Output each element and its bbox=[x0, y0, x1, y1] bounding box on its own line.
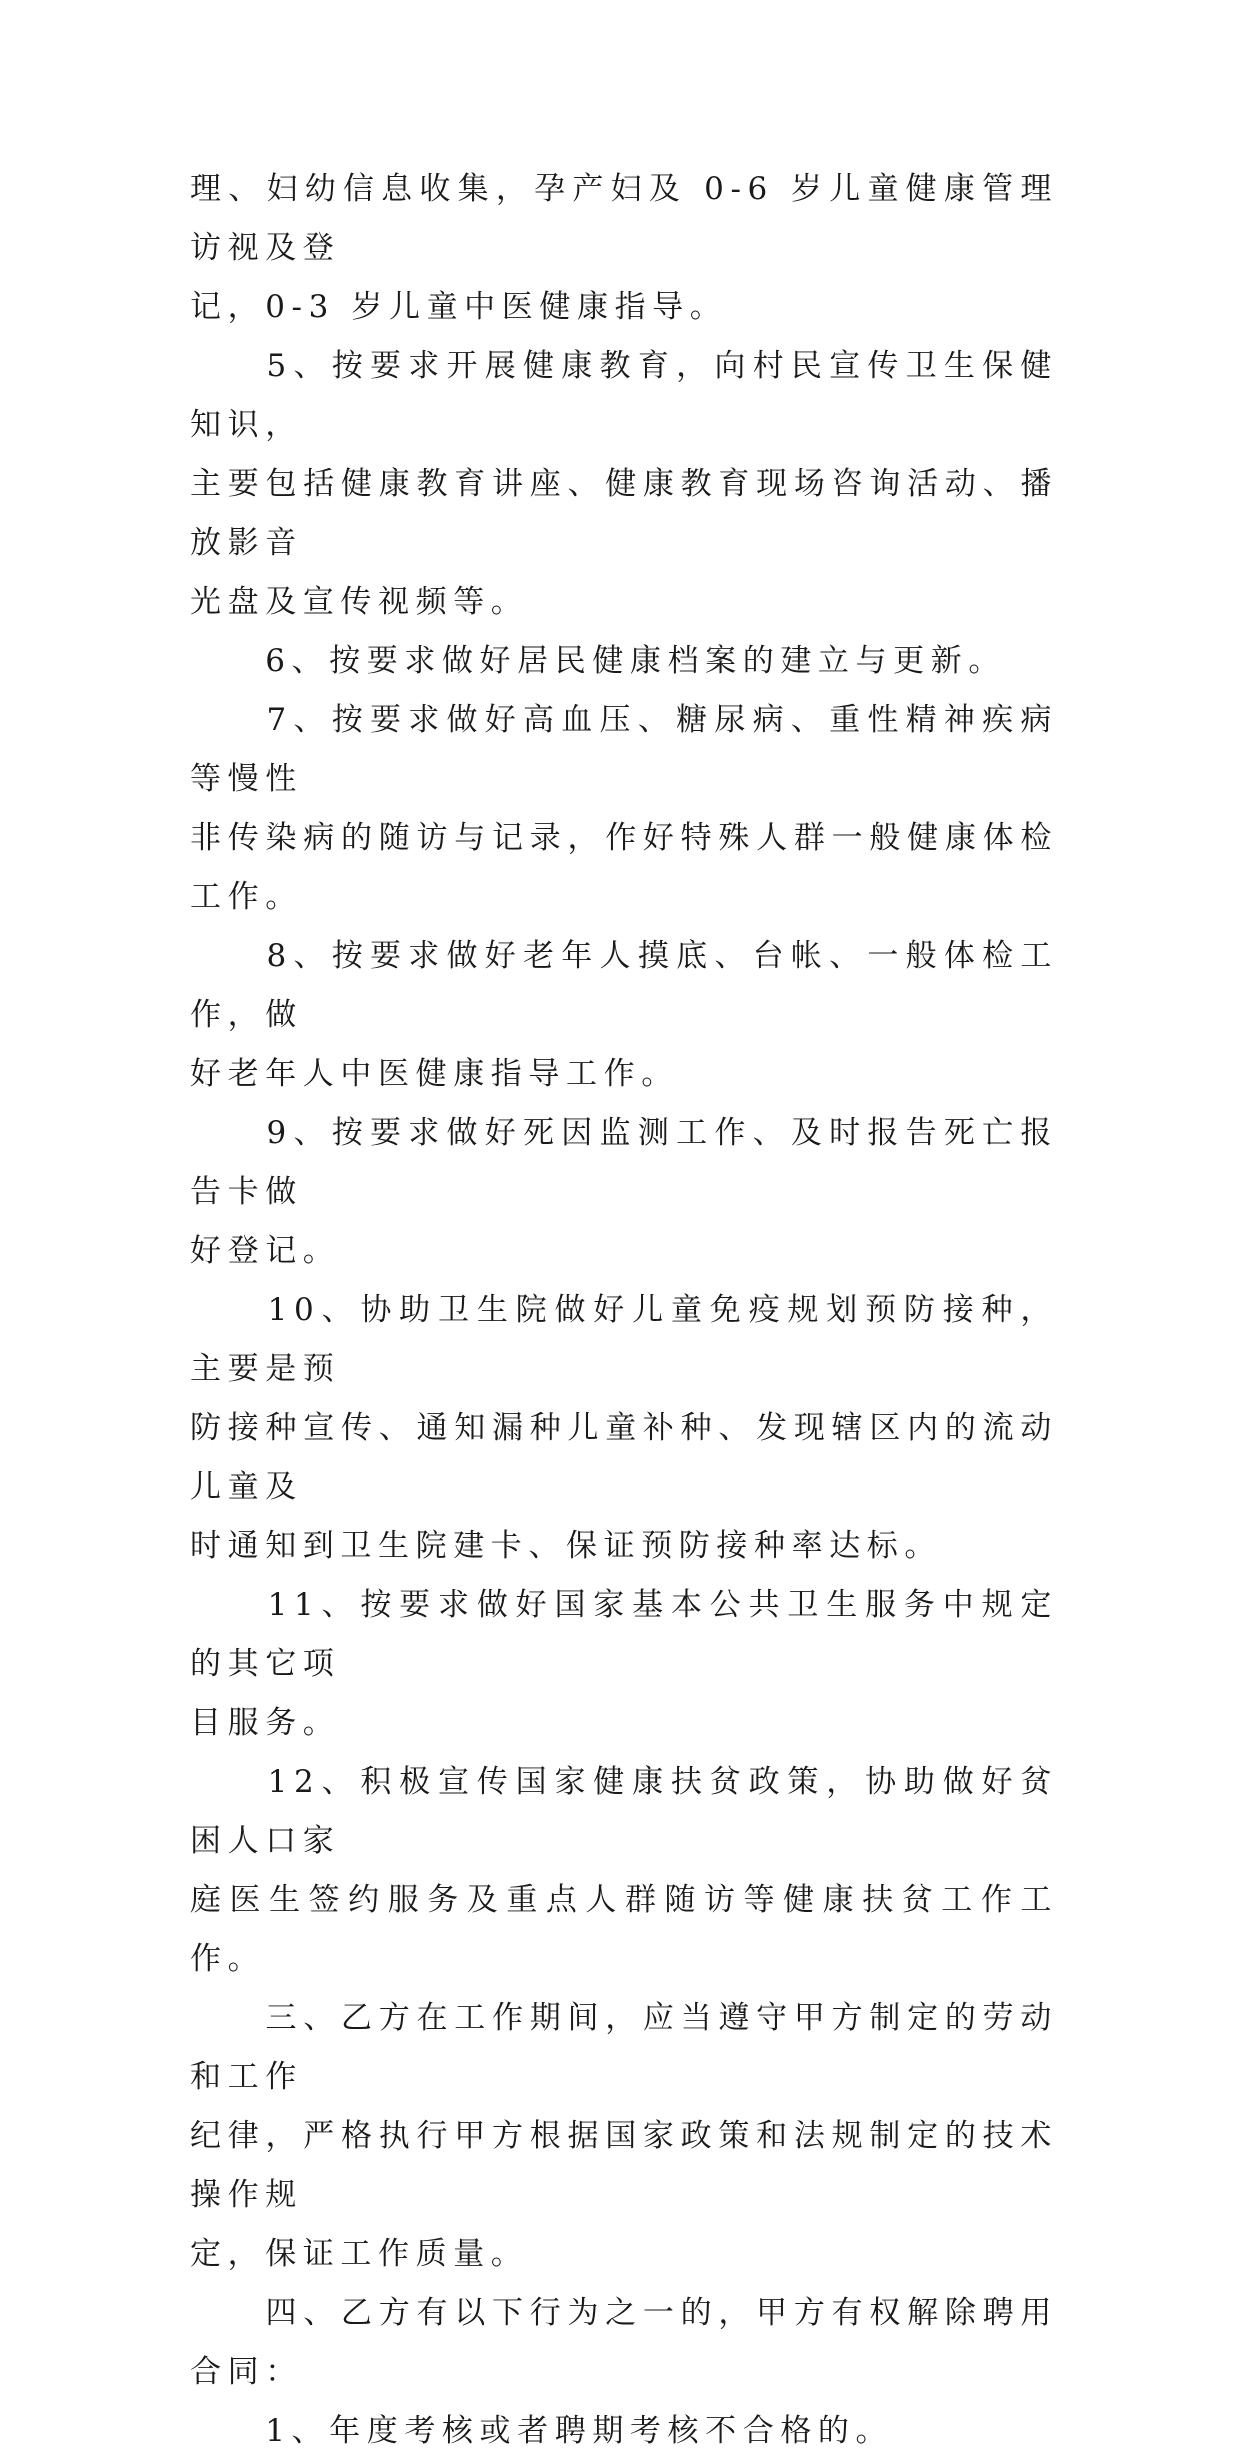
paragraph-maternal-child-health: 理、妇幼信息收集，孕产妇及 0-6 岁儿童健康管理访视及登 记，0-3 岁儿童中医健康指导。 bbox=[190, 171, 1058, 325]
paragraph-section-3-discipline: 三、乙方在工作期间，应当遵守甲方制定的劳动和工作 纪律，严格执行甲方根据国家政策和法规制定的技术操作规 定，保证工作质量。 bbox=[190, 2000, 1058, 2272]
paragraph-item-6-health-records: 6、按要求做好居民健康档案的建立与更新。 bbox=[190, 643, 1006, 679]
paragraph-item-9-death-monitoring: 9、按要求做好死因监测工作、及时报告死亡报告卡做 好登记。 bbox=[190, 1115, 1058, 1269]
paragraph-section-4-termination: 四、乙方有以下行为之一的，甲方有权解除聘用合同： bbox=[190, 2295, 1058, 2390]
paragraph-item-10-immunization: 10、协助卫生院做好儿童免疫规划预防接种，主要是预 防接种宣传、通知漏种儿童补种、发现辖区内的流动儿童及 时通知到卫生院建卡、保证预防接种率达标。 bbox=[190, 1292, 1058, 1564]
paragraph-termination-item-1: 1、年度考核或者聘期考核不合格的。 bbox=[190, 2413, 894, 2449]
paragraph-item-11-other-services: 11、按要求做好国家基本公共卫生服务中规定的其它项 目服务。 bbox=[190, 1587, 1058, 1741]
paragraph-item-5-health-education: 5、按要求开展健康教育，向村民宣传卫生保健知识， 主要包括健康教育讲座、健康教育现场咨询活动、播放影音 光盘及宣传视频等。 bbox=[190, 348, 1058, 620]
paragraph-item-12-poverty-alleviation: 12、积极宣传国家健康扶贫政策，协助做好贫困人口家 庭医生签约服务及重点人群随访等健康扶贫工作工作。 bbox=[190, 1764, 1058, 1977]
contract-body-text bbox=[190, 160, 1058, 2461]
paragraph-item-8-elderly-care: 8、按要求做好老年人摸底、台帐、一般体检工作，做 好老年人中医健康指导工作。 bbox=[190, 938, 1058, 1092]
paragraph-item-7-chronic-disease: 7、按要求做好高血压、糖尿病、重性精神疾病等慢性 非传染病的随访与记录，作好特殊人群一般健康体检工作。 bbox=[190, 702, 1058, 915]
